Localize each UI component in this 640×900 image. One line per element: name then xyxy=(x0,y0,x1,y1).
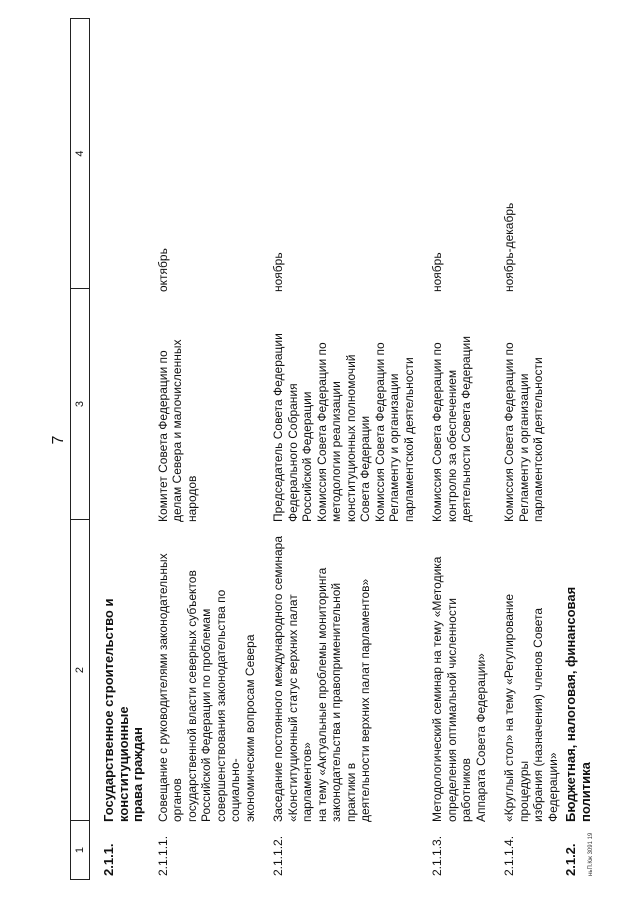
responsible-party xyxy=(102,292,146,522)
table-row xyxy=(271,20,416,880)
column-header-1: 1 xyxy=(71,820,89,879)
column-header-2: 2 xyxy=(71,519,89,820)
row-number: 2.1.1. xyxy=(101,843,116,876)
event-description: Бюджетная, налоговая, финансовая политика xyxy=(563,586,593,822)
event-term: ноябрь xyxy=(271,252,285,292)
row-number: 2.1.1.1. xyxy=(155,835,170,876)
print-mark: ньП.Кж 3091 19 xyxy=(588,832,594,876)
event-description: Государственное строительство и конституционные права граждан xyxy=(101,598,145,822)
event-description: Заседание постоянного международного семинара «Конституционный статус верхних палат парламентов» на тему «Актуальные проблемы мониторинга законодательства и правоприменительной практики в деятельности верхних палат парламентов» xyxy=(271,535,372,822)
event-term xyxy=(564,20,593,292)
table-row xyxy=(430,20,488,880)
responsible-party xyxy=(564,292,593,522)
table-body xyxy=(102,20,593,880)
row-number: 2.1.2. xyxy=(563,843,578,876)
table-header xyxy=(70,18,90,880)
event-description: «Круглый стол» на тему «Регулирование процедуры избрания (назначения) членов Совета Федерации» xyxy=(502,593,560,822)
row-number: 2.1.1.3. xyxy=(430,835,444,876)
responsible-party: Комиссия Совета Федерации по контролю за обеспечением деятельности Совета Федерации xyxy=(430,336,473,522)
column-header-3: 3 xyxy=(71,288,89,519)
event-description: Совещание с руководителями законодательных органов государственной власти северных субъектов Российской Федерации по проблемам совершенствования законодательства по социально- экономическим вопросам Севера xyxy=(155,553,257,822)
event-term: ноябрь-декабрь xyxy=(502,202,516,292)
event-term xyxy=(102,20,146,292)
table-row xyxy=(564,20,593,880)
event-term: ноябрь xyxy=(430,252,444,292)
event-description: Методологический семинар на тему «Методика определения оптимальной численности работников Аппарата Совета Федерации» xyxy=(430,556,488,822)
responsible-party: Комиссия Совета Федерации по Регламенту и организации парламентской деятельности xyxy=(502,342,545,522)
row-number: 2.1.1.2. xyxy=(271,835,285,876)
event-term: октябрь xyxy=(155,248,170,292)
page-number: 7 xyxy=(50,435,67,445)
responsible-party: Комитет Совета Федерации по делам Севера и малочисленных народов xyxy=(155,339,199,522)
column-header-4: 4 xyxy=(74,150,86,157)
row-number: 2.1.1.4. xyxy=(502,835,516,876)
table-row xyxy=(156,20,258,880)
table-row xyxy=(102,20,146,880)
table-row xyxy=(502,20,560,880)
responsible-party: Председатель Совета Федерации Федерального Собрания Российской Федерации Комиссия Совета Федерации по методологии реализации конституционных полномочий Совета Федерации Комиссия Совета Федерации по Регламенту и организации парламентской деятельности xyxy=(271,333,416,522)
rotated-page xyxy=(40,20,610,880)
